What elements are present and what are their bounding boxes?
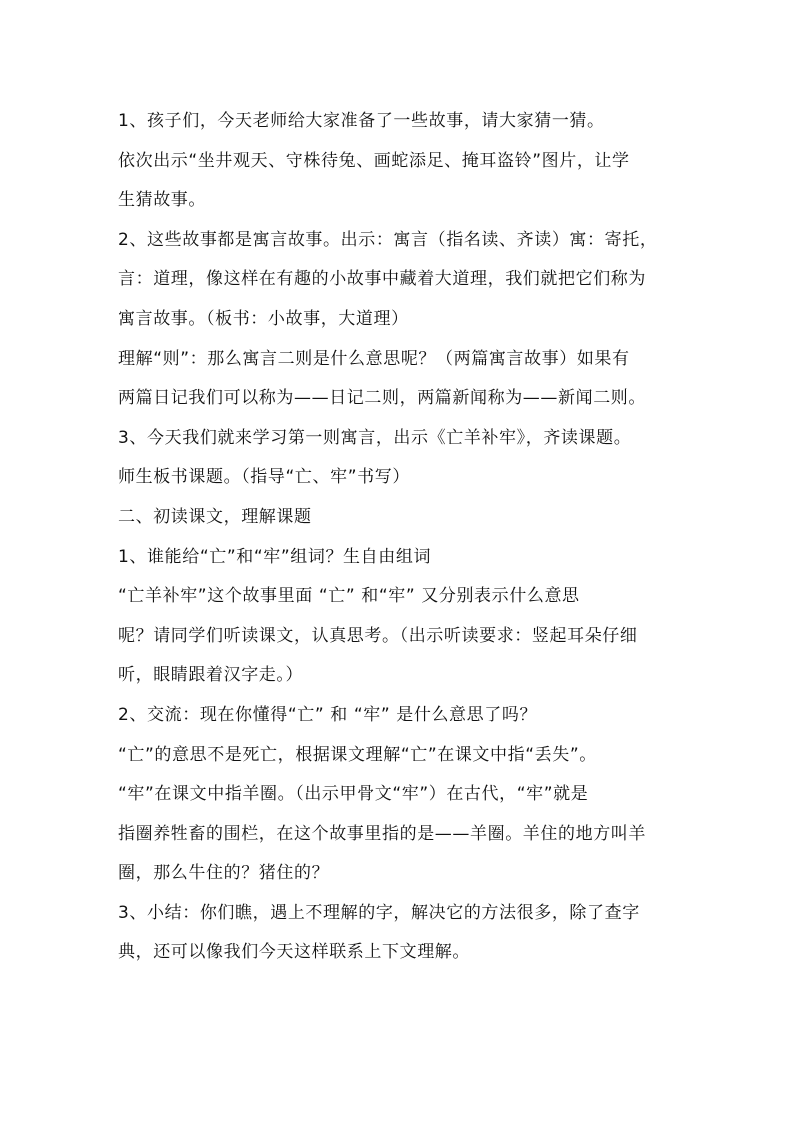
text-line-12: 1、谁能给“亡”和“牢”组词？生自由组词 (118, 546, 432, 567)
text-line-7: 理解“则”：那么寓言二则是什么意思呢？（两篇寓言故事）如果有 (118, 348, 630, 369)
text-line-22: 典，还可以像我们今天这样联系上下文理解。 (118, 942, 470, 963)
text-line-9: 3、今天我们就来学习第一则寓言，出示《亡羊补牢》，齐读课题。 (118, 427, 632, 448)
text-line-13: “亡羊补牢”这个故事里面 “亡” 和“牢” 又分别表示什么意思 (118, 586, 580, 607)
text-line-17: “亡”的意思不是死亡，根据课文理解“亡”在课文中指“丢失”。 (118, 744, 597, 765)
text-line-19: 指圈养牲畜的围栏，在这个故事里指的是——羊圈。羊住的地方叫羊 (118, 823, 646, 844)
text-line-2: 依次出示“坐井观天、守株待兔、画蛇添足、掩耳盗铃”图片，让学 (118, 150, 630, 171)
text-line-18: “牢”在课文中指羊圈。（出示甲骨文“牢”）在古代，“牢”就是 (118, 784, 589, 805)
text-line-16: 2、交流：现在你懂得“亡” 和 “牢” 是什么意思了吗？ (118, 704, 538, 725)
text-line-5: 言：道理，像这样在有趣的小故事中藏着大道理，我们就把它们称为 (118, 269, 646, 290)
section-heading: 二、初读课文，理解课题 (118, 506, 312, 527)
text-line-10: 师生板书课题。（指导“亡、牢”书写） (118, 467, 410, 488)
text-line-1: 1、孩子们，今天老师给大家准备了一些故事，请大家猜一猜。 (118, 111, 605, 131)
text-line-14: 呢？请同学们听读课文，认真思考。（出示听读要求：竖起耳朵仔细 (118, 625, 638, 646)
text-line-8: 两篇日记我们可以称为——日记二则，两篇新闻称为——新闻二则。 (118, 388, 646, 409)
text-line-20: 圈，那么牛住的？猪住的？ (118, 863, 330, 884)
text-line-6: 寓言故事。（板书：小故事，大道理） (118, 308, 409, 329)
document-body (118, 102, 686, 973)
text-line-3: 生猜故事。 (118, 190, 206, 211)
text-line-21: 3、小结：你们瞧，遇上不理解的字，解决它的方法很多，除了查字 (118, 902, 640, 923)
text-line-4: 2、这些故事都是寓言故事。出示：寓言（指名读、齐读）寓：寄托， (118, 229, 658, 250)
text-line-15: 听，眼睛跟着汉字走。） (118, 665, 304, 686)
